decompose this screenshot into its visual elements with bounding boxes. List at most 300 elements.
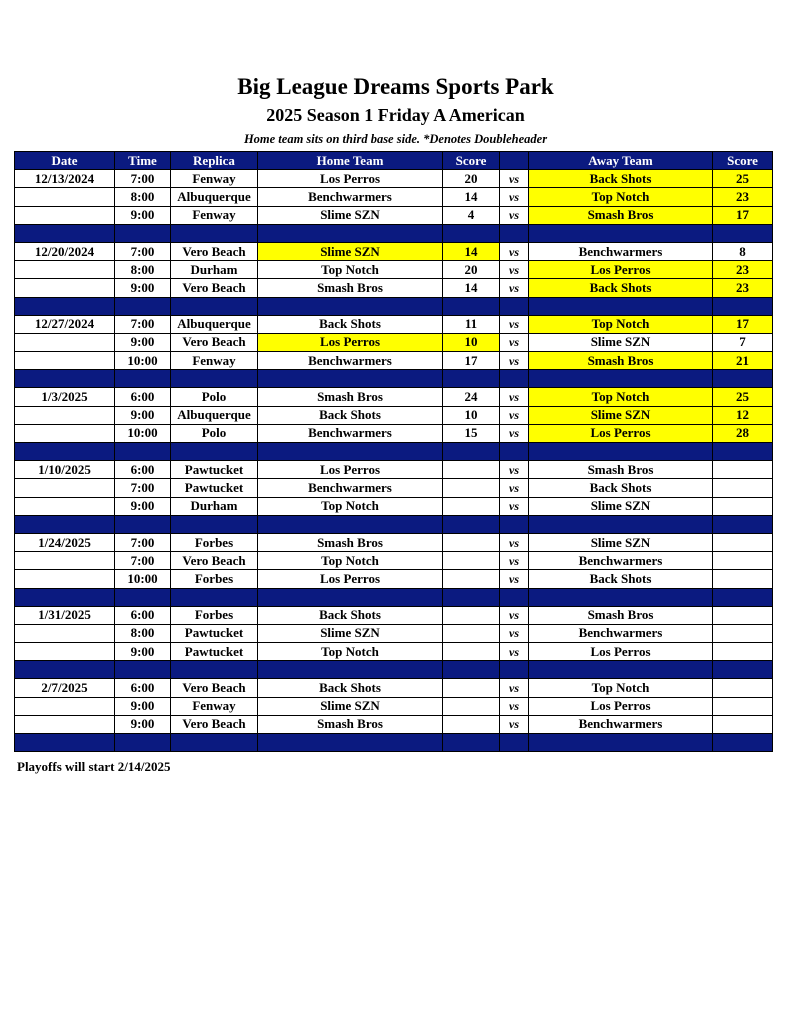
away-score: 28 — [713, 424, 773, 442]
separator-cell — [115, 661, 171, 679]
game-replica: Vero Beach — [171, 679, 258, 697]
game-time: 6:00 — [115, 388, 171, 406]
separator-cell — [713, 515, 773, 533]
away-score — [713, 479, 773, 497]
game-date — [15, 406, 115, 424]
week-separator — [15, 370, 773, 388]
separator-cell — [500, 661, 529, 679]
home-score — [443, 552, 500, 570]
game-date: 1/31/2025 — [15, 606, 115, 624]
home-team: Slime SZN — [258, 624, 443, 642]
game-date: 1/24/2025 — [15, 533, 115, 551]
away-score — [713, 533, 773, 551]
game-row — [15, 533, 773, 551]
game-row — [15, 206, 773, 224]
game-time: 7:00 — [115, 533, 171, 551]
game-replica: Vero Beach — [171, 279, 258, 297]
game-replica: Pawtucket — [171, 461, 258, 479]
home-team: Back Shots — [258, 315, 443, 333]
away-team: Slime SZN — [529, 406, 713, 424]
home-score: 17 — [443, 352, 500, 370]
game-date — [15, 697, 115, 715]
separator-cell — [258, 661, 443, 679]
vs-label: vs — [500, 643, 529, 661]
home-team: Smash Bros — [258, 279, 443, 297]
separator-cell — [713, 734, 773, 752]
home-score — [443, 679, 500, 697]
game-row — [15, 479, 773, 497]
separator-cell — [258, 297, 443, 315]
vs-label: vs — [500, 715, 529, 733]
separator-cell — [500, 734, 529, 752]
home-team: Los Perros — [258, 333, 443, 351]
game-date — [15, 715, 115, 733]
away-team: Back Shots — [529, 570, 713, 588]
vs-label: vs — [500, 406, 529, 424]
game-time: 9:00 — [115, 279, 171, 297]
separator-cell — [443, 515, 500, 533]
home-team: Los Perros — [258, 570, 443, 588]
home-team: Top Notch — [258, 643, 443, 661]
game-date: 12/20/2024 — [15, 242, 115, 260]
away-score: 25 — [713, 388, 773, 406]
home-team: Smash Bros — [258, 533, 443, 551]
game-date — [15, 643, 115, 661]
separator-cell — [258, 370, 443, 388]
home-score — [443, 570, 500, 588]
away-team: Slime SZN — [529, 333, 713, 351]
away-score — [713, 679, 773, 697]
home-score: 11 — [443, 315, 500, 333]
separator-cell — [15, 297, 115, 315]
home-score — [443, 479, 500, 497]
game-replica: Albuquerque — [171, 315, 258, 333]
schedule-table — [14, 151, 773, 752]
vs-label: vs — [500, 206, 529, 224]
away-score — [713, 624, 773, 642]
separator-cell — [443, 661, 500, 679]
game-date — [15, 206, 115, 224]
separator-cell — [529, 515, 713, 533]
home-team: Slime SZN — [258, 206, 443, 224]
home-score — [443, 643, 500, 661]
home-team: Slime SZN — [258, 697, 443, 715]
home-score: 10 — [443, 333, 500, 351]
away-team: Benchwarmers — [529, 242, 713, 260]
home-score: 15 — [443, 424, 500, 442]
home-score — [443, 461, 500, 479]
away-score: 7 — [713, 333, 773, 351]
home-score — [443, 697, 500, 715]
separator-cell — [443, 734, 500, 752]
game-row — [15, 352, 773, 370]
away-score — [713, 552, 773, 570]
separator-cell — [115, 224, 171, 242]
home-score — [443, 624, 500, 642]
game-replica: Durham — [171, 261, 258, 279]
week-separator — [15, 224, 773, 242]
game-date: 12/13/2024 — [15, 170, 115, 188]
away-score: 23 — [713, 261, 773, 279]
game-date — [15, 424, 115, 442]
separator-cell — [171, 224, 258, 242]
vs-label: vs — [500, 388, 529, 406]
vs-label: vs — [500, 497, 529, 515]
game-row — [15, 715, 773, 733]
separator-cell — [258, 734, 443, 752]
game-row — [15, 461, 773, 479]
game-replica: Vero Beach — [171, 552, 258, 570]
away-team: Slime SZN — [529, 497, 713, 515]
away-team: Top Notch — [529, 388, 713, 406]
game-row — [15, 333, 773, 351]
separator-cell — [15, 661, 115, 679]
separator-cell — [713, 224, 773, 242]
separator-cell — [500, 297, 529, 315]
game-time: 7:00 — [115, 479, 171, 497]
vs-label: vs — [500, 352, 529, 370]
game-replica: Durham — [171, 497, 258, 515]
vs-label: vs — [500, 261, 529, 279]
vs-label: vs — [500, 533, 529, 551]
game-replica: Polo — [171, 424, 258, 442]
game-row — [15, 643, 773, 661]
game-row — [15, 424, 773, 442]
game-date — [15, 333, 115, 351]
vs-label: vs — [500, 552, 529, 570]
game-time: 6:00 — [115, 679, 171, 697]
away-score — [713, 570, 773, 588]
game-replica: Pawtucket — [171, 643, 258, 661]
home-team: Los Perros — [258, 170, 443, 188]
week-separator — [15, 297, 773, 315]
separator-cell — [529, 734, 713, 752]
home-team: Top Notch — [258, 552, 443, 570]
game-time: 7:00 — [115, 552, 171, 570]
vs-label: vs — [500, 333, 529, 351]
game-replica: Fenway — [171, 170, 258, 188]
away-score: 25 — [713, 170, 773, 188]
separator-cell — [529, 224, 713, 242]
home-team: Benchwarmers — [258, 352, 443, 370]
away-team: Benchwarmers — [529, 715, 713, 733]
week-separator — [15, 515, 773, 533]
away-team: Los Perros — [529, 424, 713, 442]
game-replica: Forbes — [171, 570, 258, 588]
vs-label: vs — [500, 606, 529, 624]
home-team: Benchwarmers — [258, 188, 443, 206]
home-score: 4 — [443, 206, 500, 224]
home-score — [443, 533, 500, 551]
game-row — [15, 279, 773, 297]
separator-cell — [15, 734, 115, 752]
game-time: 9:00 — [115, 697, 171, 715]
separator-cell — [529, 370, 713, 388]
game-row — [15, 624, 773, 642]
away-score: 17 — [713, 206, 773, 224]
away-score — [713, 715, 773, 733]
header-vs — [500, 152, 529, 170]
header-date: Date — [15, 152, 115, 170]
separator-cell — [171, 370, 258, 388]
schedule-note: Home team sits on third base side. *Denotes Doubleheader — [243, 132, 548, 146]
game-time: 8:00 — [115, 188, 171, 206]
home-team: Back Shots — [258, 679, 443, 697]
separator-cell — [171, 515, 258, 533]
separator-cell — [500, 224, 529, 242]
game-time: 7:00 — [115, 170, 171, 188]
game-replica: Fenway — [171, 697, 258, 715]
separator-cell — [500, 588, 529, 606]
vs-label: vs — [500, 697, 529, 715]
header-home-team: Home Team — [258, 152, 443, 170]
vs-label: vs — [500, 479, 529, 497]
separator-cell — [115, 443, 171, 461]
away-team: Smash Bros — [529, 461, 713, 479]
away-team: Benchwarmers — [529, 552, 713, 570]
away-score: 17 — [713, 315, 773, 333]
home-score: 14 — [443, 188, 500, 206]
game-time: 9:00 — [115, 333, 171, 351]
away-team: Back Shots — [529, 170, 713, 188]
home-team: Top Notch — [258, 497, 443, 515]
game-time: 10:00 — [115, 570, 171, 588]
separator-cell — [171, 661, 258, 679]
game-time: 10:00 — [115, 352, 171, 370]
game-date: 1/10/2025 — [15, 461, 115, 479]
home-score — [443, 606, 500, 624]
separator-cell — [115, 370, 171, 388]
header-home-score: Score — [443, 152, 500, 170]
separator-cell — [713, 661, 773, 679]
header-replica: Replica — [171, 152, 258, 170]
home-team: Los Perros — [258, 461, 443, 479]
separator-cell — [500, 370, 529, 388]
home-team: Back Shots — [258, 606, 443, 624]
separator-cell — [171, 297, 258, 315]
home-team: Smash Bros — [258, 388, 443, 406]
away-team: Los Perros — [529, 697, 713, 715]
away-score: 21 — [713, 352, 773, 370]
separator-cell — [443, 370, 500, 388]
header-row — [15, 152, 773, 170]
home-score: 10 — [443, 406, 500, 424]
page-title: Big League Dreams Sports Park — [237, 74, 554, 99]
separator-cell — [713, 588, 773, 606]
game-time: 9:00 — [115, 643, 171, 661]
game-row — [15, 697, 773, 715]
game-replica: Fenway — [171, 206, 258, 224]
separator-cell — [171, 443, 258, 461]
game-date — [15, 261, 115, 279]
week-separator — [15, 588, 773, 606]
week-separator — [15, 734, 773, 752]
away-team: Top Notch — [529, 188, 713, 206]
separator-cell — [258, 515, 443, 533]
vs-label: vs — [500, 424, 529, 442]
separator-cell — [115, 734, 171, 752]
game-date — [15, 352, 115, 370]
separator-cell — [443, 297, 500, 315]
home-score: 14 — [443, 279, 500, 297]
away-score — [713, 606, 773, 624]
game-time: 9:00 — [115, 715, 171, 733]
vs-label: vs — [500, 315, 529, 333]
separator-cell — [115, 515, 171, 533]
home-score — [443, 715, 500, 733]
game-replica: Albuquerque — [171, 188, 258, 206]
separator-cell — [15, 443, 115, 461]
separator-cell — [500, 443, 529, 461]
week-separator — [15, 661, 773, 679]
game-date — [15, 570, 115, 588]
home-team: Top Notch — [258, 261, 443, 279]
game-date — [15, 479, 115, 497]
game-replica: Vero Beach — [171, 333, 258, 351]
game-row — [15, 497, 773, 515]
separator-cell — [15, 370, 115, 388]
away-team: Los Perros — [529, 261, 713, 279]
game-date — [15, 279, 115, 297]
away-team: Top Notch — [529, 315, 713, 333]
home-team: Back Shots — [258, 406, 443, 424]
game-date — [15, 497, 115, 515]
home-score: 14 — [443, 242, 500, 260]
separator-cell — [529, 588, 713, 606]
game-time: 10:00 — [115, 424, 171, 442]
game-row — [15, 606, 773, 624]
game-time: 6:00 — [115, 461, 171, 479]
page-subtitle: 2025 Season 1 Friday A American — [266, 105, 525, 125]
away-score: 23 — [713, 279, 773, 297]
game-replica: Polo — [171, 388, 258, 406]
separator-cell — [258, 588, 443, 606]
game-row — [15, 188, 773, 206]
game-row — [15, 679, 773, 697]
away-team: Los Perros — [529, 643, 713, 661]
vs-label: vs — [500, 570, 529, 588]
game-time: 7:00 — [115, 242, 171, 260]
header-away-score: Score — [713, 152, 773, 170]
home-score: 20 — [443, 261, 500, 279]
game-replica: Forbes — [171, 533, 258, 551]
game-row — [15, 552, 773, 570]
game-time: 9:00 — [115, 497, 171, 515]
away-score — [713, 497, 773, 515]
separator-cell — [258, 224, 443, 242]
home-team: Slime SZN — [258, 242, 443, 260]
separator-cell — [529, 443, 713, 461]
home-score — [443, 497, 500, 515]
away-team: Benchwarmers — [529, 624, 713, 642]
game-replica: Vero Beach — [171, 242, 258, 260]
vs-label: vs — [500, 461, 529, 479]
separator-cell — [713, 443, 773, 461]
game-time: 8:00 — [115, 261, 171, 279]
game-date: 1/3/2025 — [15, 388, 115, 406]
separator-cell — [115, 588, 171, 606]
game-time: 6:00 — [115, 606, 171, 624]
separator-cell — [529, 297, 713, 315]
game-date — [15, 552, 115, 570]
away-team: Slime SZN — [529, 533, 713, 551]
game-row — [15, 170, 773, 188]
header-away-team: Away Team — [529, 152, 713, 170]
playoffs-note: Playoffs will start 2/14/2025 — [17, 759, 171, 774]
schedule-body — [15, 170, 773, 752]
away-team: Smash Bros — [529, 606, 713, 624]
home-score: 24 — [443, 388, 500, 406]
vs-label: vs — [500, 679, 529, 697]
game-time: 7:00 — [115, 315, 171, 333]
away-score — [713, 643, 773, 661]
vs-label: vs — [500, 279, 529, 297]
away-score — [713, 461, 773, 479]
away-score: 12 — [713, 406, 773, 424]
separator-cell — [443, 224, 500, 242]
separator-cell — [115, 297, 171, 315]
game-replica: Albuquerque — [171, 406, 258, 424]
separator-cell — [15, 588, 115, 606]
separator-cell — [529, 661, 713, 679]
separator-cell — [443, 443, 500, 461]
game-date — [15, 188, 115, 206]
away-team: Back Shots — [529, 279, 713, 297]
game-time: 9:00 — [115, 406, 171, 424]
separator-cell — [500, 515, 529, 533]
game-time: 9:00 — [115, 206, 171, 224]
separator-cell — [171, 588, 258, 606]
game-date — [15, 624, 115, 642]
separator-cell — [15, 515, 115, 533]
away-score: 23 — [713, 188, 773, 206]
game-row — [15, 406, 773, 424]
home-team: Benchwarmers — [258, 424, 443, 442]
vs-label: vs — [500, 188, 529, 206]
separator-cell — [258, 443, 443, 461]
header-time: Time — [115, 152, 171, 170]
separator-cell — [15, 224, 115, 242]
game-replica: Fenway — [171, 352, 258, 370]
game-row — [15, 242, 773, 260]
away-team: Back Shots — [529, 479, 713, 497]
away-score: 8 — [713, 242, 773, 260]
away-team: Top Notch — [529, 679, 713, 697]
game-row — [15, 570, 773, 588]
away-team: Smash Bros — [529, 352, 713, 370]
vs-label: vs — [500, 624, 529, 642]
game-replica: Vero Beach — [171, 715, 258, 733]
game-replica: Pawtucket — [171, 479, 258, 497]
game-date: 2/7/2025 — [15, 679, 115, 697]
separator-cell — [713, 297, 773, 315]
separator-cell — [171, 734, 258, 752]
separator-cell — [443, 588, 500, 606]
vs-label: vs — [500, 242, 529, 260]
game-row — [15, 315, 773, 333]
game-replica: Pawtucket — [171, 624, 258, 642]
game-time: 8:00 — [115, 624, 171, 642]
week-separator — [15, 443, 773, 461]
game-row — [15, 261, 773, 279]
game-date: 12/27/2024 — [15, 315, 115, 333]
vs-label: vs — [500, 170, 529, 188]
home-team: Smash Bros — [258, 715, 443, 733]
home-team: Benchwarmers — [258, 479, 443, 497]
game-replica: Forbes — [171, 606, 258, 624]
away-score — [713, 697, 773, 715]
home-score: 20 — [443, 170, 500, 188]
